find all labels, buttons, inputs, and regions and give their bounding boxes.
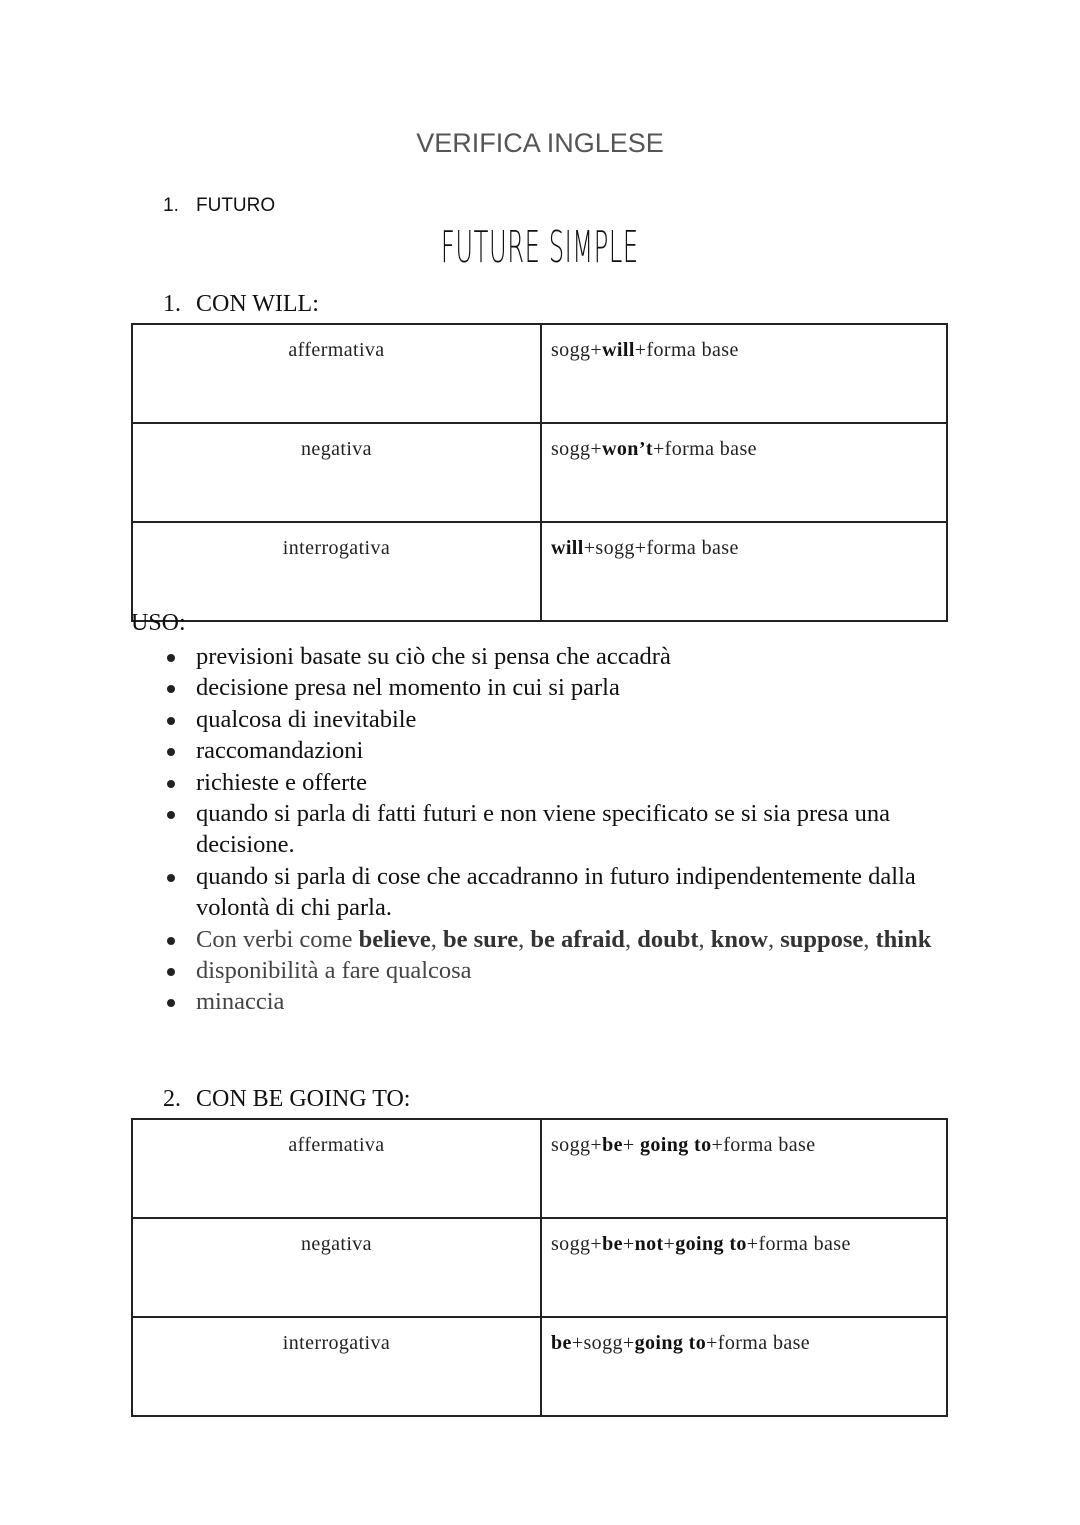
text-segment: + <box>622 1233 635 1255</box>
text-segment: , <box>624 925 638 953</box>
form-label: negativa <box>132 423 541 522</box>
form-label: interrogativa <box>132 1317 541 1416</box>
text-segment: minaccia <box>196 988 285 1016</box>
list-item <box>163 861 943 924</box>
text-segment: richieste e offerte <box>196 768 367 796</box>
text-segment: qualcosa di inevitabile <box>196 705 417 733</box>
list-item <box>163 641 943 672</box>
text-segment: sogg+ <box>551 339 603 361</box>
text-segment: + <box>622 1134 640 1156</box>
bold-term: will <box>551 537 584 559</box>
text-segment: quando si parla di cose che accadranno in futuro indipendentemente dalla volontà di chi parla. <box>196 862 916 922</box>
list-item <box>163 924 943 955</box>
form-label: affermativa <box>132 1119 541 1218</box>
text-segment: quando si parla di fatti futuri e non viene specificato se si sia presa una decisione. <box>196 800 890 859</box>
form-formula <box>541 522 947 621</box>
text-segment: , <box>518 925 531 953</box>
going-to-table <box>131 1118 948 1417</box>
bold-term: be <box>602 1134 623 1156</box>
text-segment: Con verbi come <box>196 925 359 953</box>
bold-term: doubt <box>637 925 699 953</box>
table-row <box>132 324 947 423</box>
text-segment: disponibilità a fare qualcosa <box>196 957 472 985</box>
text-segment: , <box>698 925 711 953</box>
bold-term: won’t <box>602 438 653 460</box>
form-label: affermativa <box>132 324 541 423</box>
list-item <box>163 955 943 986</box>
will-heading-text: CON WILL: <box>196 291 319 317</box>
list-item <box>163 798 943 861</box>
section-number: 1. <box>163 195 179 216</box>
bold-term: going to <box>639 1134 712 1156</box>
section-label: FUTURO <box>196 195 276 216</box>
list-item <box>163 704 943 735</box>
bold-term: be <box>551 1332 572 1354</box>
will-number: 1. <box>163 291 181 317</box>
form-label: interrogativa <box>132 522 541 621</box>
list-item <box>163 735 943 766</box>
will-table <box>131 323 948 622</box>
uso-heading: USO: <box>131 610 186 636</box>
bold-term: be afraid <box>530 925 625 953</box>
going-to-heading-text: CON BE GOING TO: <box>196 1086 411 1112</box>
text-segment: + <box>663 1233 676 1255</box>
text-segment: , <box>430 925 443 953</box>
table-row <box>132 423 947 522</box>
bold-term: believe <box>358 925 431 953</box>
going-to-heading <box>163 1086 410 1113</box>
form-formula <box>541 324 947 423</box>
text-segment: previsioni basate su ciò che si pensa che accadrà <box>196 643 671 670</box>
bold-term: going to <box>634 1332 707 1354</box>
text-segment: +forma base <box>746 1233 851 1255</box>
text-segment: decisione presa nel momento in cui si parla <box>196 674 620 702</box>
text-segment: +forma base <box>652 438 757 460</box>
table-row <box>132 522 947 621</box>
section-heading <box>163 195 275 217</box>
text-segment: , <box>767 925 781 953</box>
text-segment: +forma base <box>711 1134 816 1156</box>
form-formula <box>541 423 947 522</box>
text-segment: sogg+ <box>551 1233 603 1255</box>
list-item <box>163 767 943 798</box>
will-heading <box>163 291 319 318</box>
text-segment: sogg+ <box>551 1134 603 1156</box>
text-segment: +forma base <box>634 339 739 361</box>
text-segment: +forma base <box>706 1332 811 1354</box>
table-row <box>132 1119 947 1218</box>
text-segment: +sogg+forma base <box>583 537 739 559</box>
table-row <box>132 1317 947 1416</box>
subtitle-text: FUTURE SIMPLE <box>441 222 639 273</box>
bold-term: be <box>602 1233 623 1255</box>
bold-term: think <box>875 925 932 953</box>
document-title: VERIFICA INGLESE <box>416 128 664 158</box>
table-row <box>132 1218 947 1317</box>
list-item <box>163 986 943 1017</box>
going-to-number: 2. <box>163 1086 181 1112</box>
text-segment: raccomandazioni <box>196 737 364 765</box>
text-segment: +sogg+ <box>571 1332 635 1354</box>
text-segment: sogg+ <box>551 438 603 460</box>
bold-term: not <box>634 1233 664 1255</box>
form-formula <box>541 1119 947 1218</box>
bold-term: know <box>710 925 768 953</box>
text-segment: , <box>863 925 876 953</box>
bold-term: going to <box>675 1233 747 1255</box>
bold-term: suppose <box>780 925 864 953</box>
form-formula <box>541 1317 947 1416</box>
bold-term: will <box>602 339 635 361</box>
bold-term: be sure <box>443 925 519 953</box>
subtitle <box>0 222 1080 273</box>
uso-list <box>163 641 943 1018</box>
list-item <box>163 672 943 703</box>
form-label: negativa <box>132 1218 541 1317</box>
form-formula <box>541 1218 947 1317</box>
